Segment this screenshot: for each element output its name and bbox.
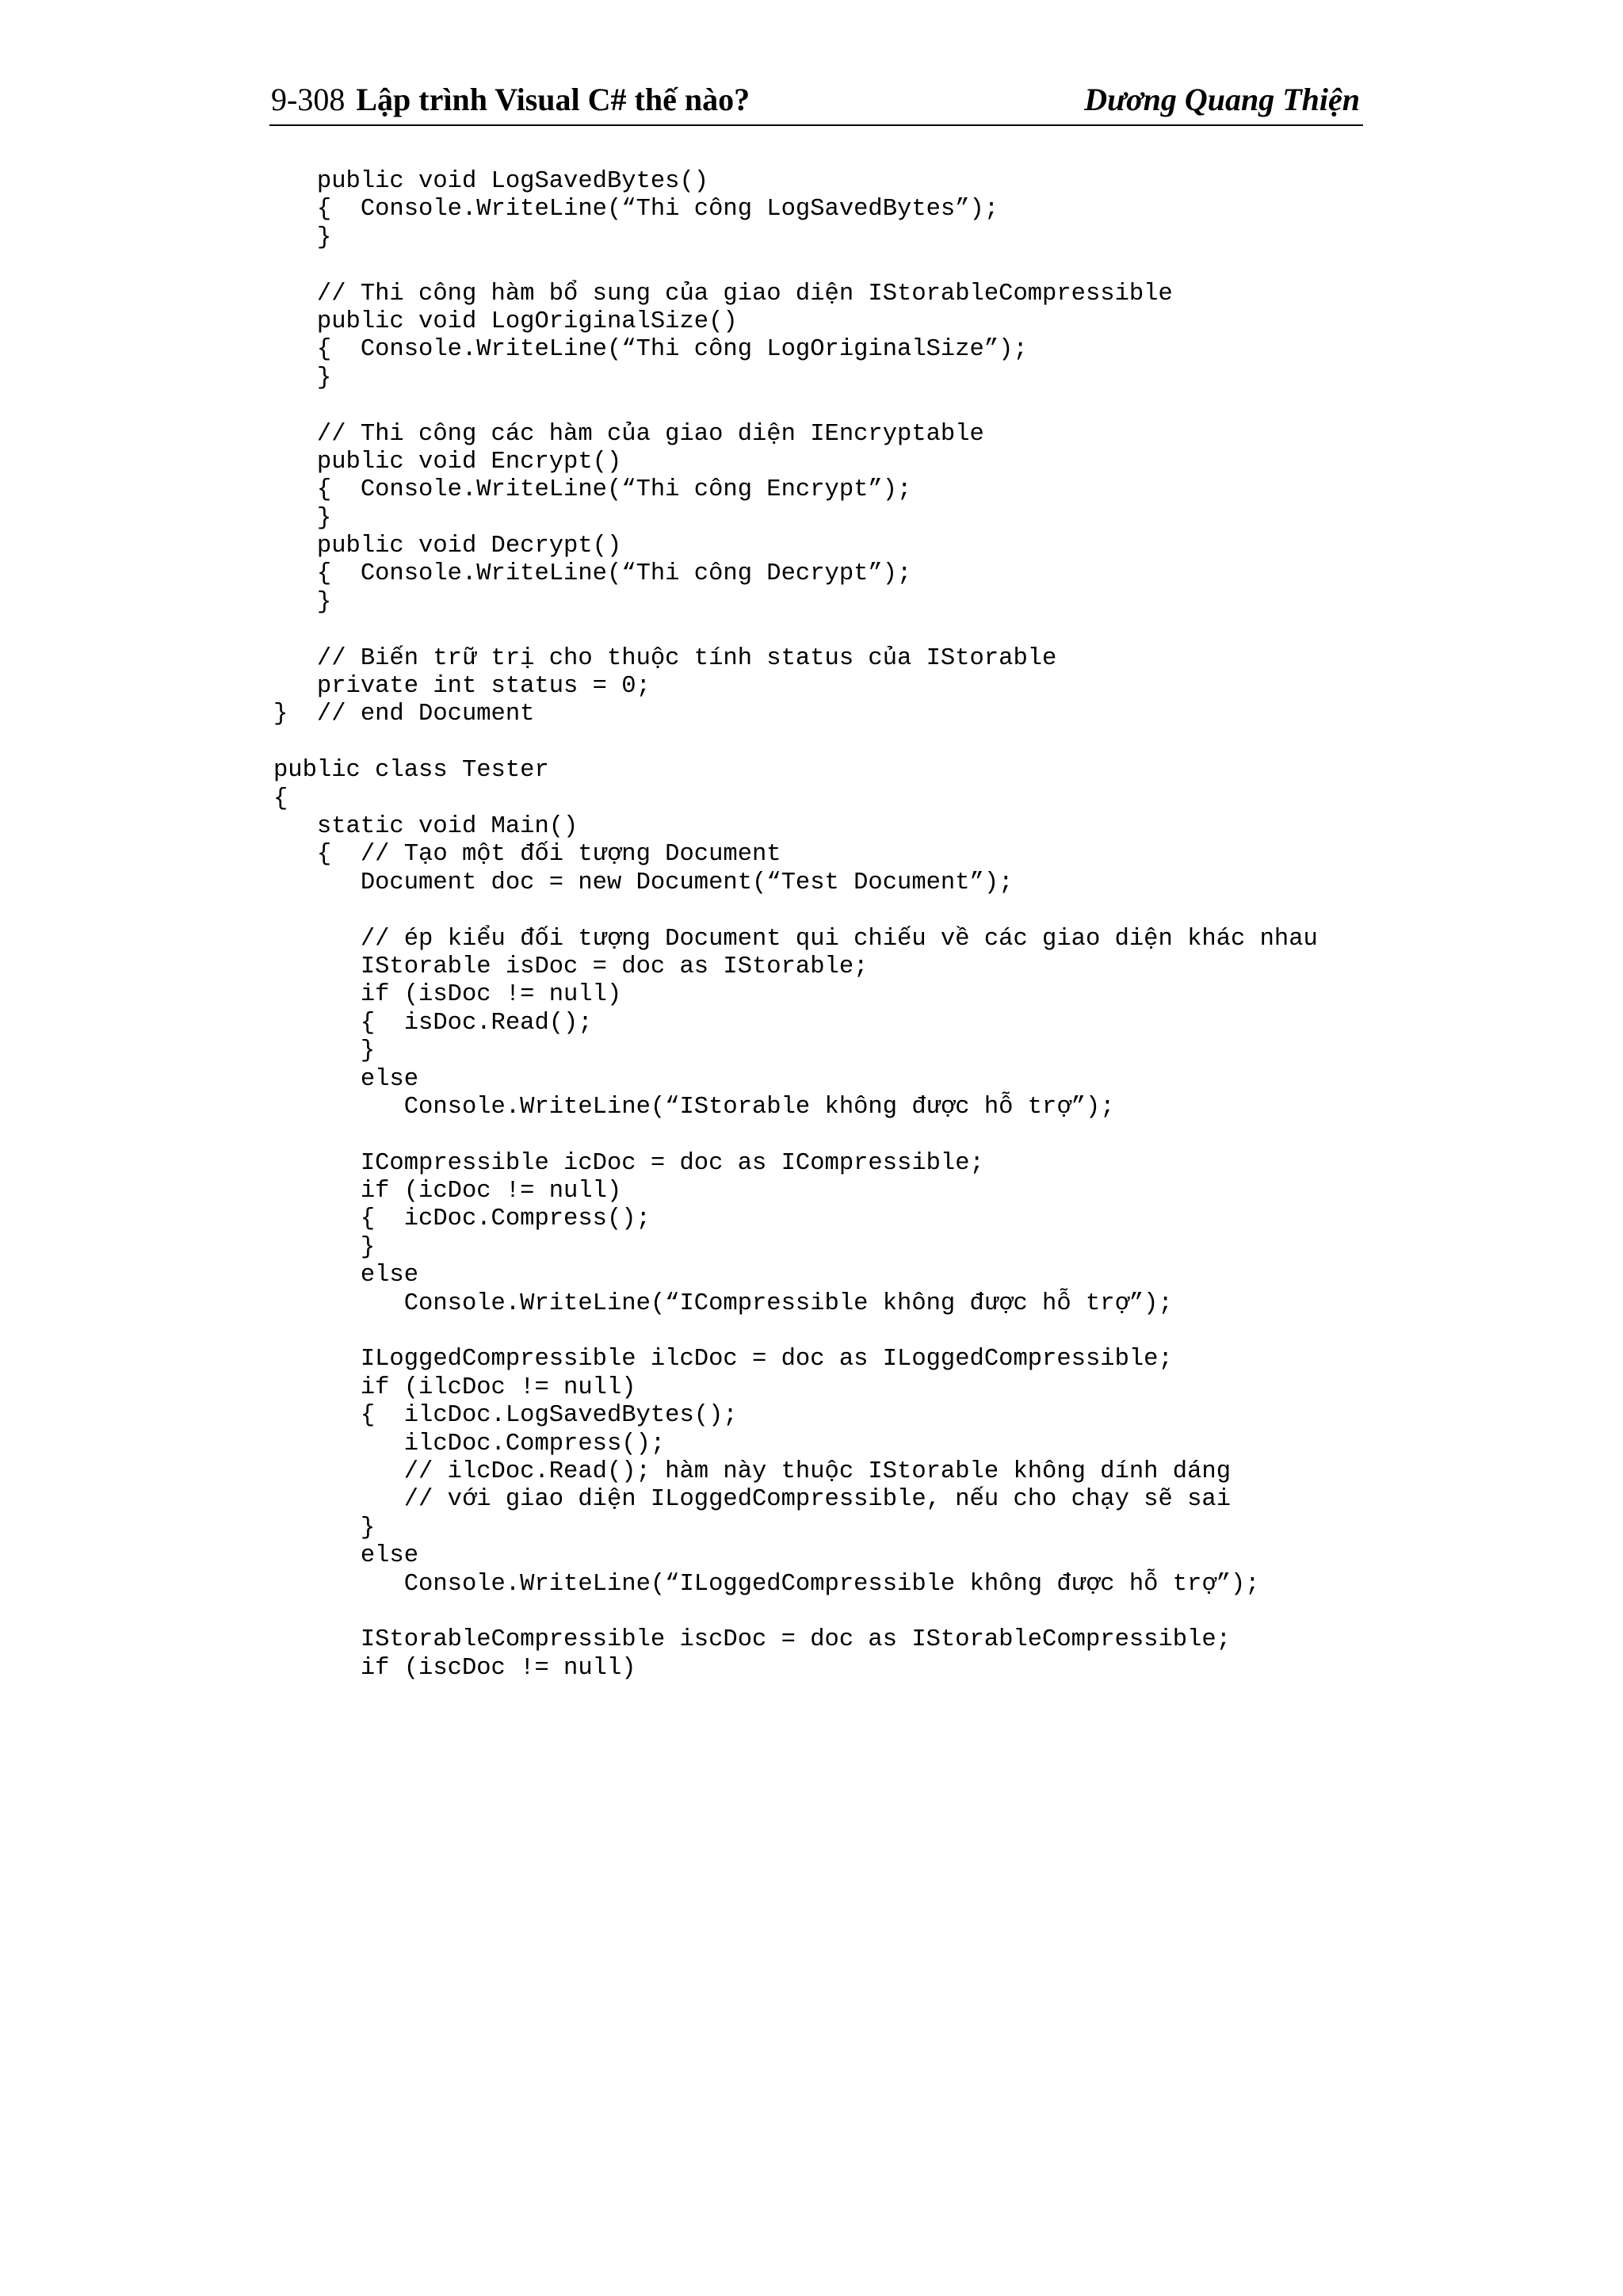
code-line: { // Tạo một đối tượng Document xyxy=(273,841,781,869)
code-line: ICompressible icDoc = doc as ICompressible; xyxy=(273,1149,984,1177)
code-line: } xyxy=(273,1037,376,1065)
code-line: // ilcDoc.Read(); hàm này thuộc IStorable không dính dáng xyxy=(273,1457,1231,1485)
code-line: public void LogOriginalSize() xyxy=(273,308,738,335)
code-line: public class Tester xyxy=(273,757,549,785)
code-line: else xyxy=(273,1262,419,1289)
code-line: Console.WriteLine(“ICompressible không được hỗ trợ”); xyxy=(273,1289,1173,1317)
header-left xyxy=(271,81,750,118)
code-line: { Console.WriteLine(“Thi công LogOriginalSize”); xyxy=(273,336,1028,364)
code-line: public void Encrypt() xyxy=(273,448,622,476)
code-line: } xyxy=(273,1233,376,1261)
code-line: } xyxy=(273,1514,376,1541)
code-line: ILoggedCompressible ilcDoc = doc as ILoggedCompressible; xyxy=(273,1346,1173,1373)
code-line: } // end Document xyxy=(273,701,535,728)
code-line: { xyxy=(273,785,288,812)
code-listing xyxy=(273,168,1318,1683)
code-line: } xyxy=(273,588,332,616)
code-line xyxy=(273,252,1318,280)
code-line xyxy=(273,1599,1318,1626)
code-line: } xyxy=(273,504,332,532)
code-line: // Thi công hàm bổ sung của giao diện IStorableCompressible xyxy=(273,280,1173,308)
code-line: if (icDoc != null) xyxy=(273,1178,622,1205)
author-name: Dương Quang Thiện xyxy=(1084,82,1360,117)
code-line: // Thi công các hàm của giao diện IEncryptable xyxy=(273,420,984,448)
code-line: else xyxy=(273,1542,419,1570)
code-line: { Console.WriteLine(“Thi công Decrypt”); xyxy=(273,560,912,588)
code-line: private int status = 0; xyxy=(273,673,651,701)
book-title: Lập trình Visual C# thế nào? xyxy=(356,82,750,117)
code-line: Console.WriteLine(“IStorable không được hỗ trợ”); xyxy=(273,1093,1115,1121)
code-line xyxy=(273,1318,1318,1346)
code-line: if (ilcDoc != null) xyxy=(273,1373,636,1401)
code-line: IStorable isDoc = doc as IStorable; xyxy=(273,953,869,980)
code-line: Console.WriteLine(“ILoggedCompressible không được hỗ trợ”); xyxy=(273,1570,1260,1598)
code-line: { Console.WriteLine(“Thi công LogSavedBytes”); xyxy=(273,196,999,223)
code-line xyxy=(273,729,1318,757)
code-line: static void Main() xyxy=(273,812,579,840)
code-line xyxy=(273,897,1318,925)
code-line: } xyxy=(273,223,332,251)
code-line: { isDoc.Read(); xyxy=(273,1009,593,1037)
code-line: IStorableCompressible iscDoc = doc as IStorableCompressible; xyxy=(273,1626,1231,1654)
code-line: if (iscDoc != null) xyxy=(273,1654,636,1682)
code-line xyxy=(273,1121,1318,1149)
code-line: else xyxy=(273,1065,419,1093)
code-line: { icDoc.Compress(); xyxy=(273,1205,651,1233)
code-line: // ép kiểu đối tượng Document qui chiếu về các giao diện khác nhau xyxy=(273,925,1318,953)
code-line: public void Decrypt() xyxy=(273,533,622,560)
code-line: public void LogSavedBytes() xyxy=(273,168,709,195)
code-line: // Biến trữ trị cho thuộc tính status của IStorable xyxy=(273,644,1057,672)
code-line xyxy=(273,617,1318,644)
code-line: Document doc = new Document(“Test Document”); xyxy=(273,869,1014,896)
code-line: { ilcDoc.LogSavedBytes(); xyxy=(273,1402,738,1430)
code-line: // với giao diện ILoggedCompressible, nếu cho chạy sẽ sai xyxy=(273,1486,1231,1514)
page-number: 9-308 xyxy=(271,82,346,117)
code-line: if (isDoc != null) xyxy=(273,981,622,1009)
code-line: } xyxy=(273,364,332,392)
code-line: { Console.WriteLine(“Thi công Encrypt”); xyxy=(273,476,912,504)
code-line xyxy=(273,392,1318,420)
page-header xyxy=(269,75,1363,126)
code-line: ilcDoc.Compress(); xyxy=(273,1430,666,1457)
